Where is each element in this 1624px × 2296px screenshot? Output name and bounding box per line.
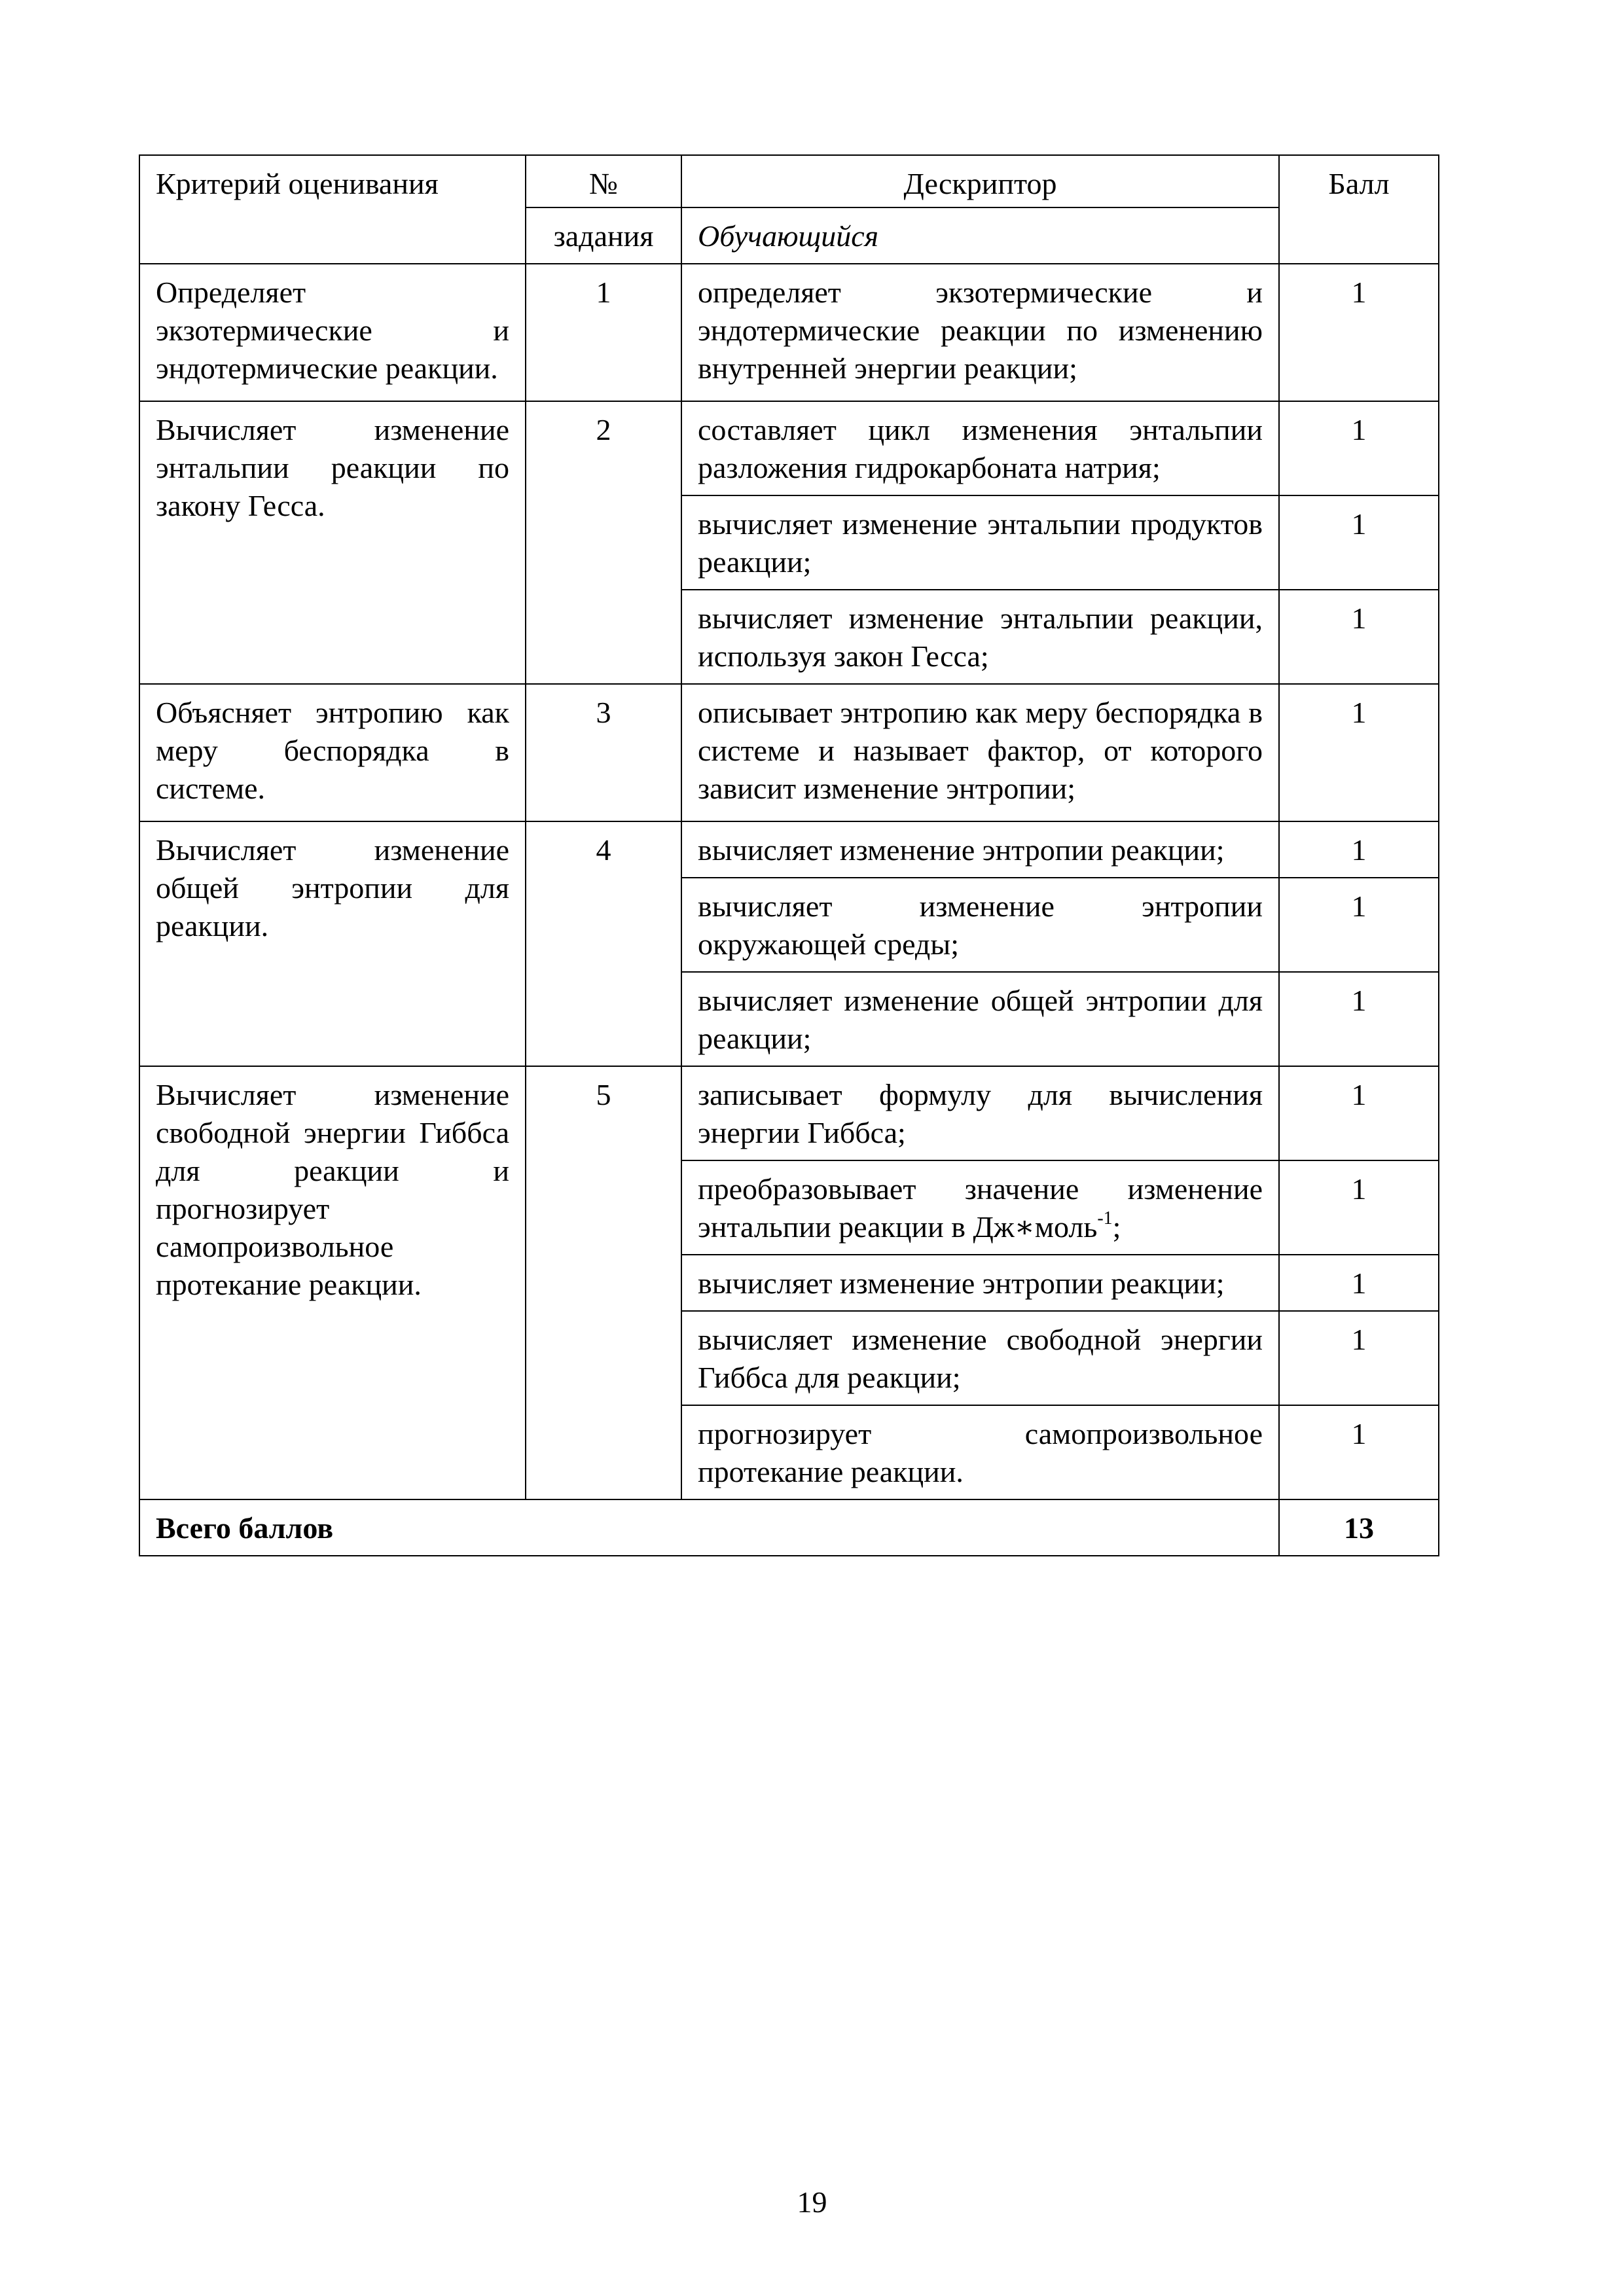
score-cell: 1 [1279, 821, 1439, 878]
score-cell: 1 [1279, 972, 1439, 1066]
descriptor-text: преобразовывает значение изменение энтальпии реакции в Дж∗моль [698, 1172, 1263, 1244]
score-cell: 1 [1279, 590, 1439, 684]
score-cell: 1 [1279, 1160, 1439, 1255]
total-score: 13 [1279, 1499, 1439, 1556]
criterion-cell [139, 401, 526, 684]
header-criterion: Критерий оценивания [139, 155, 526, 264]
criterion-text: Вычисляет изменение свободной энергии Гиббса для реакции и прогнозирует самопроизвольное протекание реакции. [156, 1078, 509, 1301]
descriptor-text-end: ; [1112, 1210, 1121, 1244]
criterion-cell [139, 684, 526, 821]
descriptor-cell: вычисляет изменение энтропии реакции; [681, 1255, 1279, 1311]
score-cell: 1 [1279, 1405, 1439, 1499]
header-student: Обучающийся [681, 207, 1279, 264]
criterion-text: Вычисляет изменение общей энтропии для реакции. [156, 833, 509, 942]
descriptor-cell: вычисляет изменение энтальпии реакции, используя закон Гесса; [681, 590, 1279, 684]
table-row [139, 401, 1439, 495]
descriptor-cell: вычисляет изменение энтальпии продуктов реакции; [681, 495, 1279, 590]
header-descriptor: Дескриптор [681, 155, 1279, 207]
superscript-exponent: -1 [1097, 1208, 1113, 1229]
task-number-cell: 4 [526, 821, 681, 1066]
descriptor-cell: вычисляет изменение свободной энергии Гиббса для реакции; [681, 1311, 1279, 1405]
descriptor-cell: определяет экзотермические и эндотермические реакции по изменению внутренней энергии реакции; [681, 264, 1279, 401]
criterion-text: Вычисляет изменение энтальпии реакции по закону Гесса. [156, 413, 509, 522]
assessment-rubric-table [139, 154, 1439, 1556]
criterion-cell [139, 264, 526, 401]
total-row [139, 1499, 1439, 1556]
score-cell: 1 [1279, 1311, 1439, 1405]
descriptor-cell: описывает энтропию как меру беспорядка в системе и называет фактор, от которого зависит изменение энтропии; [681, 684, 1279, 821]
descriptor-cell: составляет цикл изменения энтальпии разложения гидрокарбоната натрия; [681, 401, 1279, 495]
descriptor-cell: вычисляет изменение энтропии реакции; [681, 821, 1279, 878]
score-cell: 1 [1279, 264, 1439, 401]
table-row [139, 1066, 1439, 1160]
task-number-cell: 1 [526, 264, 681, 401]
header-task-number-sub: задания [526, 207, 681, 264]
criterion-cell [139, 821, 526, 1066]
descriptor-cell: прогнозирует самопроизвольное протекание реакции. [681, 1405, 1279, 1499]
table-row [139, 684, 1439, 821]
score-cell: 1 [1279, 495, 1439, 590]
score-cell: 1 [1279, 1255, 1439, 1311]
criterion-text: Определяет экзотермические и эндотермические реакции. [156, 276, 509, 385]
header-row [139, 155, 1439, 207]
header-task-number: № [526, 155, 681, 207]
table-row [139, 821, 1439, 878]
descriptor-cell [681, 1160, 1279, 1255]
score-cell: 1 [1279, 401, 1439, 495]
score-cell: 1 [1279, 684, 1439, 821]
score-cell: 1 [1279, 1066, 1439, 1160]
header-score: Балл [1279, 155, 1439, 264]
page-number: 19 [797, 2185, 827, 2219]
score-cell: 1 [1279, 878, 1439, 972]
task-number-cell: 3 [526, 684, 681, 821]
criterion-text: Объясняет энтропию как меру беспорядка в системе. [156, 696, 509, 805]
descriptor-cell: вычисляет изменение энтропии окружающей среды; [681, 878, 1279, 972]
descriptor-cell: записывает формулу для вычисления энергии Гиббса; [681, 1066, 1279, 1160]
task-number-cell: 2 [526, 401, 681, 684]
task-number-cell: 5 [526, 1066, 681, 1499]
table-row [139, 264, 1439, 401]
descriptor-cell: вычисляет изменение общей энтропии для реакции; [681, 972, 1279, 1066]
total-label: Всего баллов [139, 1499, 1279, 1556]
criterion-cell [139, 1066, 526, 1499]
